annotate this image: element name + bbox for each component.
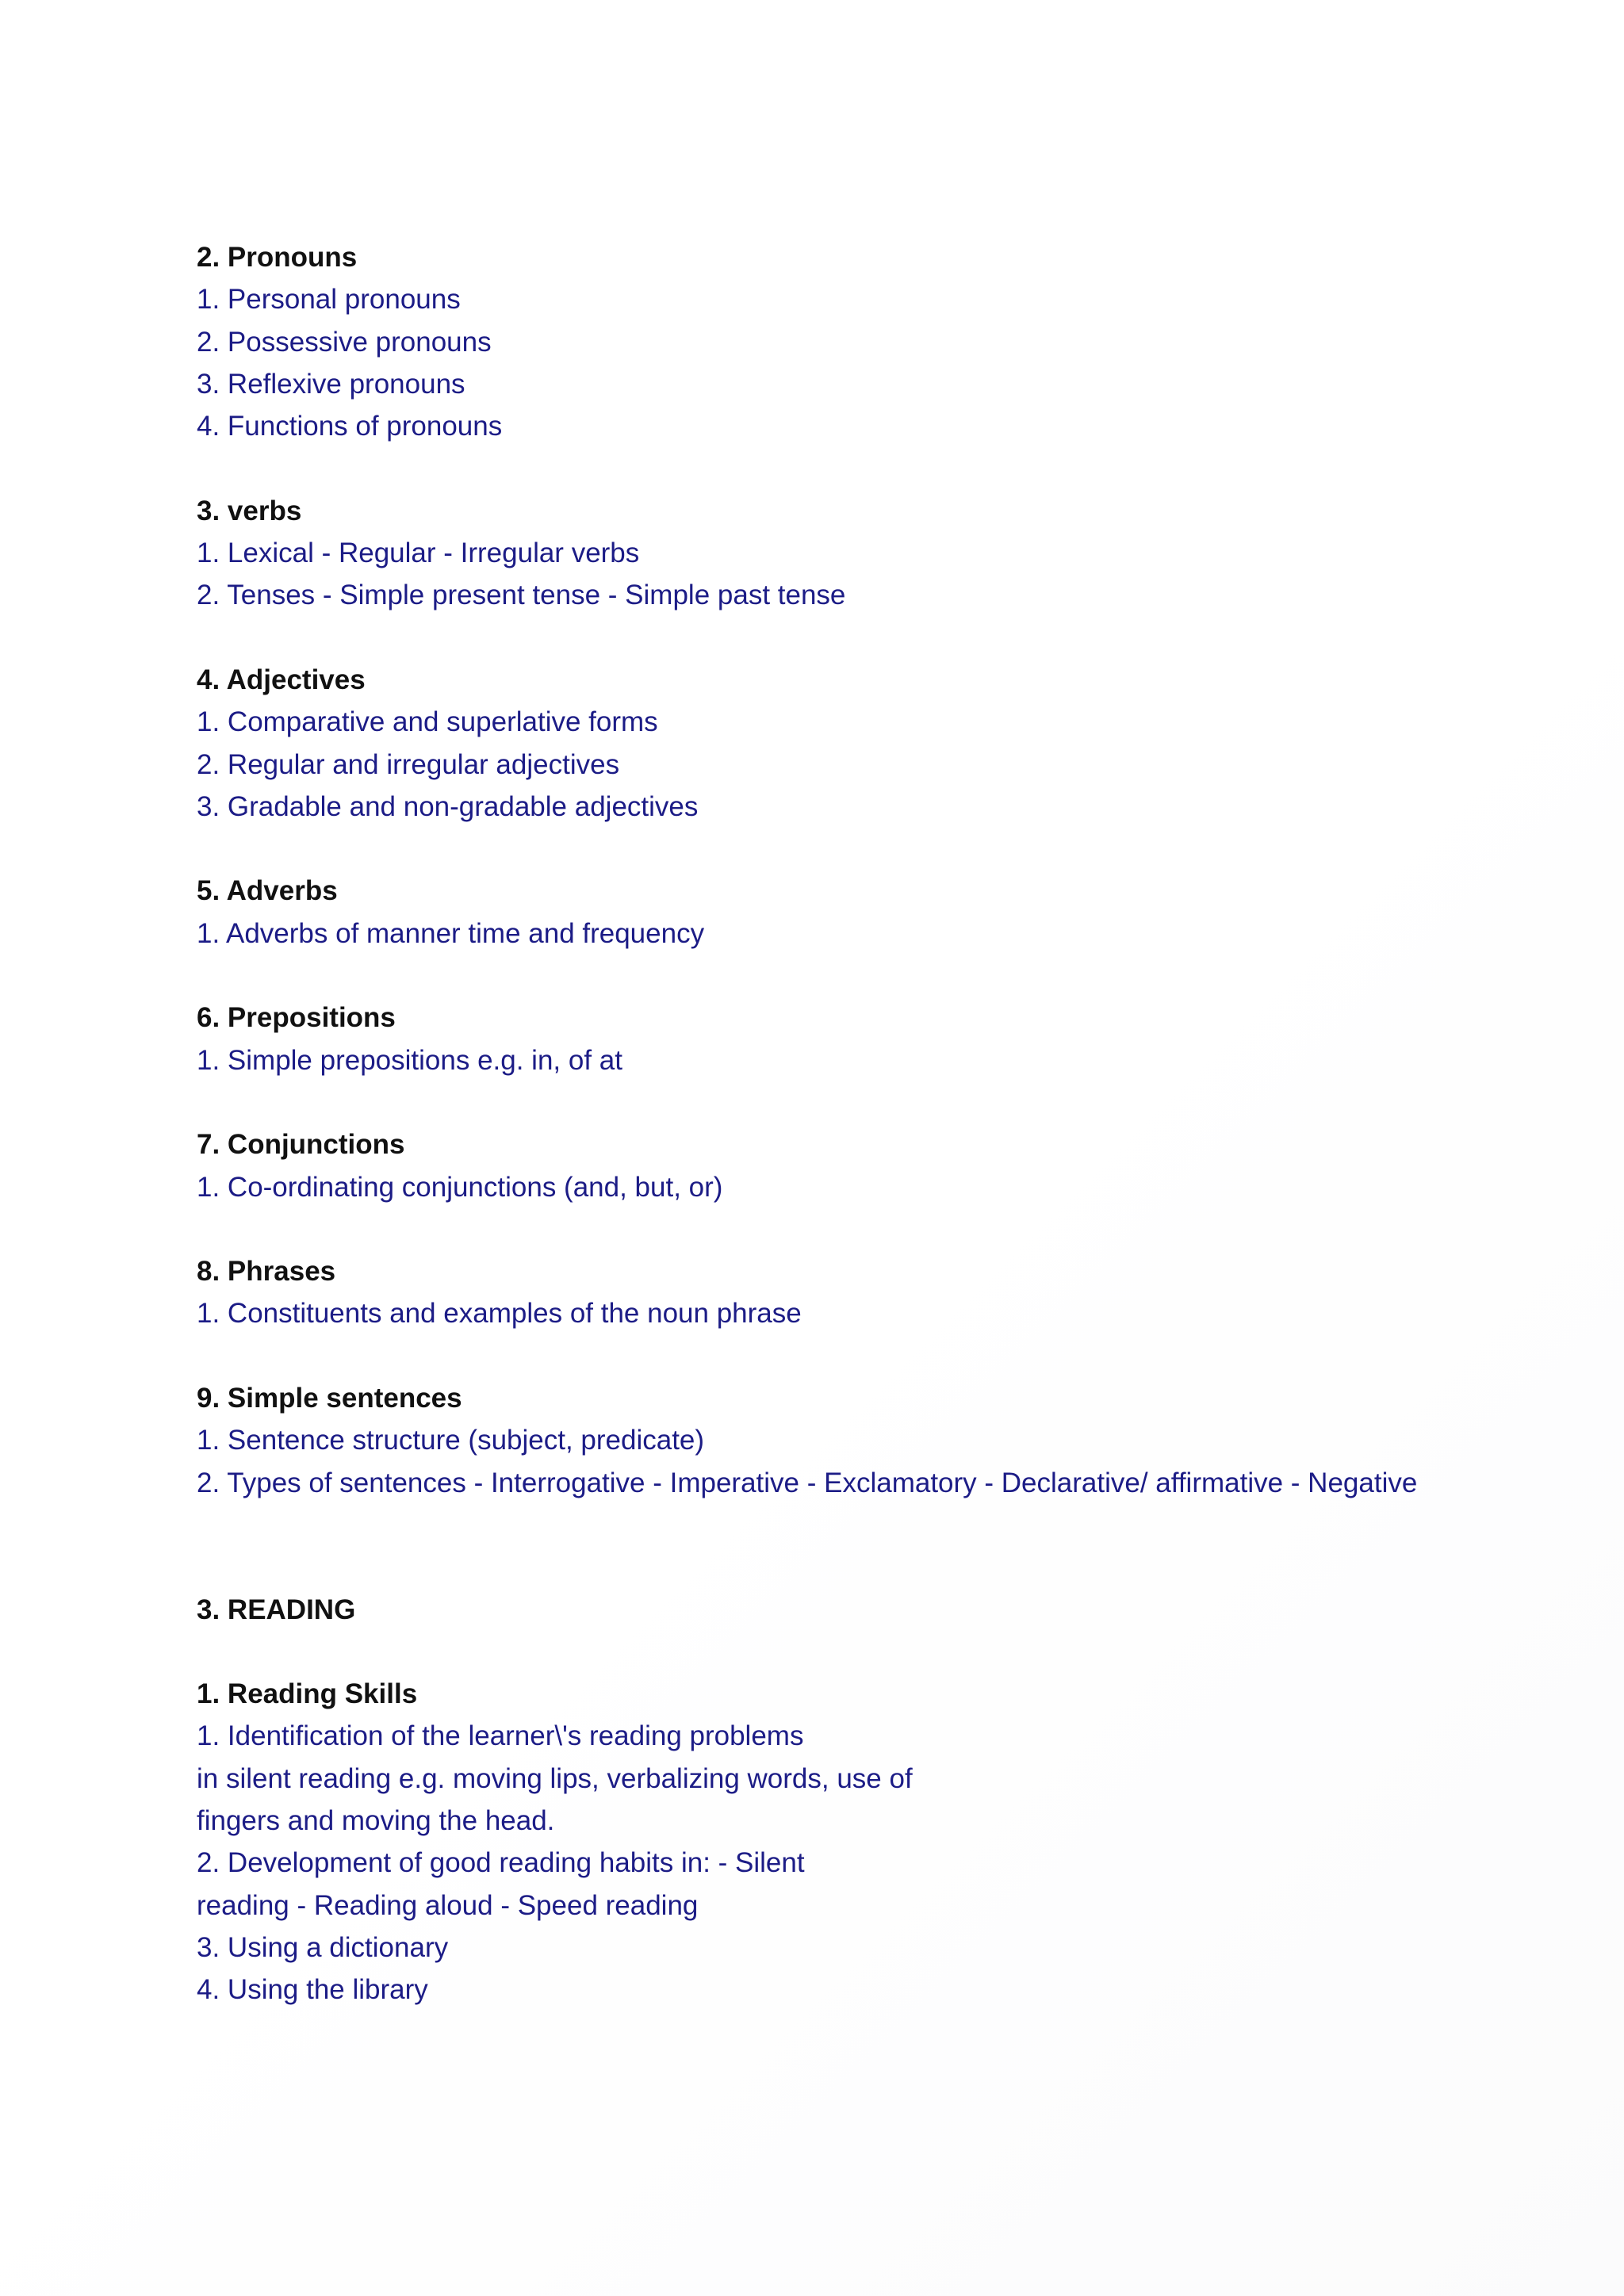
list-item: 1. Sentence structure (subject, predicate) [197,1425,705,1456]
list-item: 1. Personal pronouns [197,284,461,316]
list-item: 1. Co-ordinating conjunctions (and, but, or) [197,1171,723,1203]
list-item: 3. Reflexive pronouns [197,368,465,400]
section-conjunctions [197,1123,1545,1208]
list-item: 1. Constituents and examples of the noun phrase [197,1298,802,1330]
list-item: 1. Simple prepositions e.g. in, of at [197,1044,622,1076]
list-item: 1. Identification of the learner\'s reading problems [197,1720,804,1752]
list-item: 2. Possessive pronouns [197,326,492,358]
section-heading: 8. Phrases [197,1256,336,1288]
section-adverbs [197,870,1545,955]
list-item: in silent reading e.g. moving lips, verbalizing words, use of [197,1762,913,1794]
document-content [197,236,1545,2011]
section-heading: 7. Conjunctions [197,1129,405,1161]
list-item: reading - Reading aloud - Speed reading [197,1889,699,1921]
section-phrases [197,1250,1545,1335]
reading-skills-heading: 1. Reading Skills [197,1678,418,1710]
list-item: 1. Comparative and superlative forms [197,706,658,738]
section-heading: 6. Prepositions [197,1002,396,1034]
reading-title: 3. READING [197,1594,356,1625]
list-item: 2. Types of sentences - Interrogative - Imperative - Exclamatory - Declarative/ affirmative - Negative [197,1467,1418,1498]
list-item: 3. Gradable and non-gradable adjectives [197,790,699,822]
section-verbs [197,490,1545,617]
section-heading: 4. Adjectives [197,664,366,695]
list-item: 2. Regular and irregular adjectives [197,748,620,780]
list-item: 4. Functions of pronouns [197,411,503,442]
section-heading: 3. verbs [197,495,302,526]
list-item: 2. Development of good reading habits in: - Silent [197,1847,805,1879]
section-simple-sentences [197,1377,1545,1504]
list-item: 2. Tenses - Simple present tense - Simple past tense [197,580,846,611]
section-pronouns [197,236,1545,447]
list-item: 3. Using a dictionary [197,1931,449,1963]
section-reading [197,1589,1545,2011]
list-item: fingers and moving the head. [197,1804,555,1836]
section-prepositions [197,997,1545,1081]
section-heading: 9. Simple sentences [197,1383,462,1414]
section-adjectives [197,659,1545,828]
list-item: 4. Using the library [197,1974,428,2006]
list-item: 1. Lexical - Regular - Irregular verbs [197,538,640,569]
list-item: 1. Adverbs of manner time and frequency [197,917,705,949]
section-heading: 5. Adverbs [197,875,338,907]
section-heading: 2. Pronouns [197,242,358,273]
